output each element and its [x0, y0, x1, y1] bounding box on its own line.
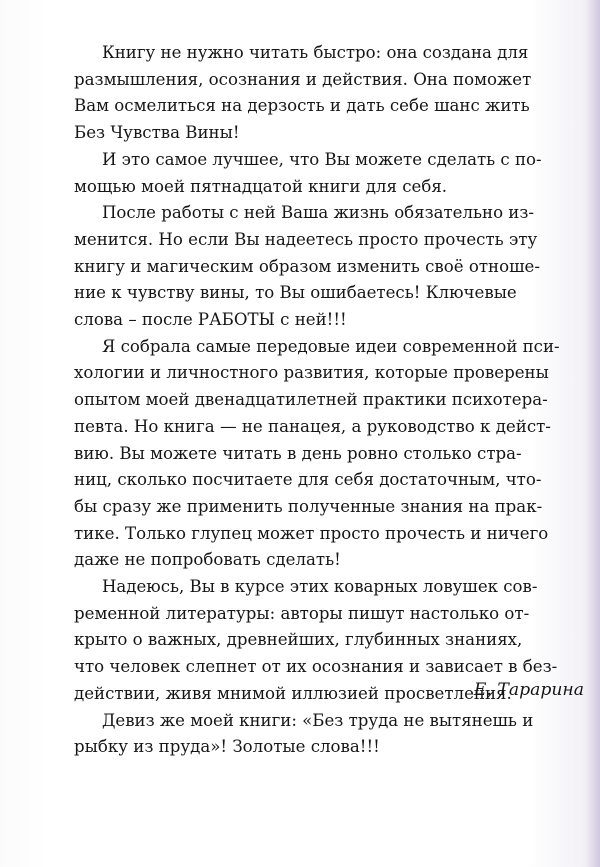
text-line: Вам осмелиться на дерзость и дать себе шанс жить	[74, 96, 530, 117]
text-line: мощью моей пятнадцатой книги для себя.	[74, 176, 448, 197]
text-line: тике. Только глупец может просто прочесть и ничего	[74, 523, 549, 544]
text-line: менится. Но если Вы надеетесь просто прочесть эту	[74, 229, 538, 250]
text-line: Надеюсь, Вы в курсе этих коварных ловушек сов-	[101, 577, 538, 598]
text-line: певта. Но книга — не панацея, а руководство к дейст-	[74, 416, 551, 437]
text-line: бы сразу же применить полученные знания на прак-	[74, 496, 543, 517]
text-line: После работы с ней Ваша жизнь обязательно из-	[101, 203, 534, 224]
author-signature: Е. Тарарина	[473, 680, 584, 700]
paragraph-2	[74, 147, 600, 200]
text-line: Книгу не нужно читать быстро: она создана для	[101, 43, 529, 63]
text-line: крыто о важных, древнейших, глубинных знаниях,	[74, 630, 523, 651]
paragraph-4	[74, 334, 600, 574]
paragraph-3	[74, 200, 600, 334]
paragraph-6	[74, 708, 600, 761]
text-line: Без Чувства Вины!	[74, 123, 240, 144]
text-line: И это самое лучшее, что Вы можете сделать с по-	[101, 149, 542, 170]
text-line: книгу и магическим образом изменить своё отноше-	[74, 256, 540, 277]
text-line: ниц, сколько посчитаете для себя достаточным, что-	[74, 470, 542, 491]
text-line: размышления, осознания и действия. Она поможет	[74, 69, 532, 90]
text-line: Я собрала самые передовые идеи современной пси-	[101, 336, 560, 357]
text-line: вию. Вы можете читать в день ровно столько стра-	[74, 443, 522, 464]
text-line: что человек слепнет от их осознания и зависает в без-	[74, 657, 558, 678]
text-line: ние к чувству вины, то Вы ошибаетесь! Ключевые	[74, 283, 517, 304]
paragraph-1	[74, 40, 600, 147]
text-line: рыбку из пруда»! Золотые слова!!!	[74, 737, 380, 758]
text-line: Девиз же моей книги: «Без труда не вытянешь и	[101, 710, 534, 731]
text-line: даже не попробовать сделать!	[74, 550, 341, 571]
body-text	[74, 40, 600, 761]
text-line: действии, живя мнимой иллюзией просветления.	[74, 683, 512, 704]
text-line: хологии и личностного развития, которые проверены	[74, 363, 549, 384]
text-line: слова – после РАБОТЫ с ней!!!	[74, 310, 347, 331]
text-line: опытом моей двенадцатилетней практики психотера-	[74, 390, 548, 411]
text-line: ременной литературы: авторы пишут настолько от-	[74, 603, 530, 624]
